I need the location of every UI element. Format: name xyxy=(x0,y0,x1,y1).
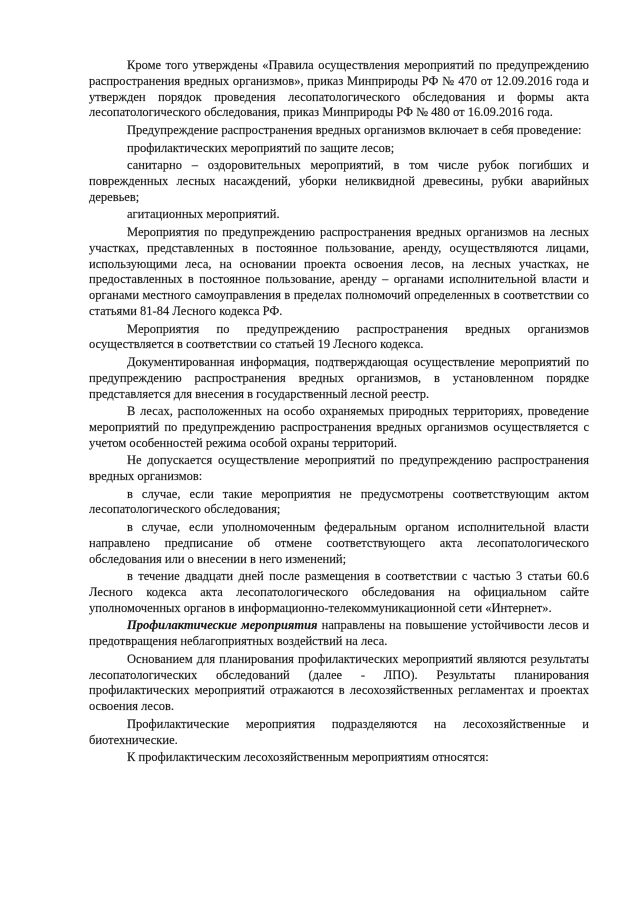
paragraph: Кроме того утверждены «Правила осуществления мероприятий по предупреждению распространения вредных организмов», приказ Минприроды РФ № 470 от 12.09.2016 года и утвержден порядок проведения лесопатологического обследования и формы акта лесопатологического обследования, приказ Минприроды РФ № 480 от 16.09.2016 года. xyxy=(89,58,589,120)
emphasized-term: Профилактические мероприятия xyxy=(127,618,318,633)
paragraph: Мероприятия по предупреждению распространения вредных организмов осуществляется в соответствии со статьей 19 Лесного кодекса. xyxy=(89,321,589,352)
paragraph: в течение двадцати дней после размещения в соответствии с частью 3 статьи 60.6 Лесного кодекса акта лесопатологического обследования на официальном сайте уполномоченных органов в информационно-телекоммуникационной сети «Интернет». xyxy=(89,569,589,615)
paragraph: санитарно – оздоровительных мероприятий, в том числе рубок погибших и поврежденных лесных насаждений, уборки неликвидной древесины, рубки аварийных деревьев; xyxy=(89,158,589,204)
paragraph: профилактических мероприятий по защите лесов; xyxy=(127,140,395,155)
paragraph-prophylactic xyxy=(89,618,589,650)
paragraph: К профилактическим лесохозяйственным мероприятиям относятся: xyxy=(127,750,489,765)
paragraph: Предупреждение распространения вредных организмов включает в себя проведение: xyxy=(127,122,582,137)
paragraph: в случае, если такие мероприятия не предусмотрены соответствующим актом лесопатологического обследования; xyxy=(89,486,589,517)
paragraph: Мероприятия по предупреждению распространения вредных организмов на лесных участках, представленных в постоянное пользование, аренду, осуществляются лицами, использующими леса, на основании проекта освоения лесов, на лесных участках, не предоставленных в постоянное пользование, аренду – органами исполнительной власти и органами местного самоуправления в пределах полномочий определенных в соответствии со статьями 81-84 Лесного кодекса РФ. xyxy=(89,224,589,318)
paragraph: Основанием для планирования профилактических мероприятий являются результаты лесопатологических обследований (далее - ЛПО). Результаты планирования профилактических мероприятий отражаются в лесохозяйственных регламентах и проектах освоения лесов. xyxy=(89,651,589,714)
paragraph: Профилактические мероприятия подразделяются на лесохозяйственные и биотехнические. xyxy=(89,716,589,747)
paragraph-text: направлены на повышение устойчивости лесов и предотвращения неблагоприятных воздействий на леса. xyxy=(89,618,590,649)
paragraph: В лесах, расположенных на особо охраняемых природных территориях, проведение мероприятий по предупреждению распространения вредных организмов осуществляется с учетом особенностей режима особой охраны территорий. xyxy=(89,404,589,450)
paragraph: Не допускается осуществление мероприятий по предупреждению распространения вредных организмов: xyxy=(89,453,589,484)
document-body xyxy=(89,58,589,768)
paragraph: в случае, если уполномоченным федеральным органом исполнительной власти направлено предписание об отмене соответствующего акта лесопатологического обследования или о внесении в него изменений; xyxy=(89,520,589,566)
paragraph: Документированная информация, подтверждающая осуществление мероприятий по предупреждению распространения вредных организмов, в установленном порядке представляется для внесения в государственный лесной реестр. xyxy=(89,354,589,401)
paragraph: агитационных мероприятий. xyxy=(127,207,280,222)
